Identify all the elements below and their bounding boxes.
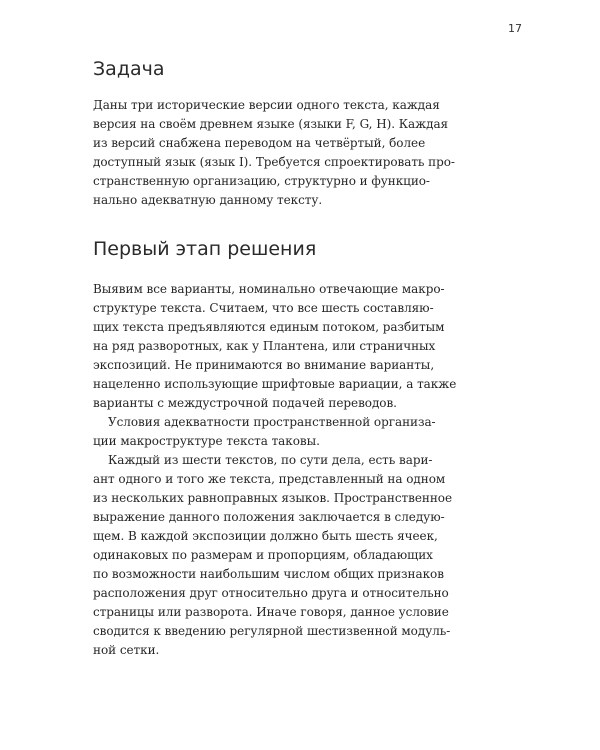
text-line: сводится к введению регулярной шестизвенной модуль- — [93, 624, 451, 638]
text-line: нацеленно использующие шрифтовые вариации, а также — [93, 377, 457, 391]
section-heading-task: Задача — [93, 58, 165, 80]
text-line: на ряд разворотных, как у Плантена, или страничных — [93, 339, 436, 353]
text-line: нально адекватную данному тексту. — [93, 193, 323, 207]
text-line: одинаковых по размерам и пропорциям, обладающих — [93, 548, 433, 562]
text-line: доступный язык (язык I). Требуется спроектировать про- — [93, 155, 455, 169]
text-line: ант одного и того же текста, представленный на одном — [93, 472, 446, 486]
text-line: из нескольких равноправных языков. Пространственное — [93, 491, 453, 505]
text-line: версия на своём древнем языке (языки F, G, H). Каждая — [93, 117, 449, 131]
task-paragraph — [93, 96, 513, 210]
text-line: Выявим все варианты, номинально отвечающие макро- — [93, 282, 445, 296]
page-number: 17 — [508, 22, 522, 35]
text-line: щем. В каждой экспозиции должно быть шесть ячеек, — [93, 529, 438, 543]
text-line: варианты с междустрочной подачей переводов. — [93, 396, 397, 410]
text-line: ции макроструктуре текста таковы. — [93, 434, 320, 448]
text-line: по возможности наибольшим числом общих признаков — [93, 567, 444, 581]
text-line: Даны три исторические версии одного текста, каждая — [93, 98, 440, 112]
text-line: экспозиций. Не принимаются во внимание варианты, — [93, 358, 435, 372]
text-line: выражение данного положения заключается в следую- — [93, 510, 445, 524]
first-stage-text — [93, 280, 513, 660]
text-line: Условия адекватности пространственной организа- — [108, 415, 436, 429]
text-line: странственную организацию, структурно и функцио- — [93, 174, 430, 188]
text-line: из версий снабжена переводом на четвёртый, более — [93, 136, 426, 150]
text-line: расположения друг относительно друга и относительно — [93, 586, 449, 600]
text-line: ной сетки. — [93, 643, 160, 657]
text-line: щих текста предъявляются единым потоком, разбитым — [93, 320, 445, 334]
text-line: страницы или разворота. Иначе говоря, данное условие — [93, 605, 449, 619]
text-line: Каждый из шести текстов, по сути дела, есть вари- — [108, 453, 433, 467]
text-line: структуре текста. Считаем, что все шесть составляю- — [93, 301, 434, 315]
section-heading-first-stage: Первый этап решения — [93, 238, 317, 260]
